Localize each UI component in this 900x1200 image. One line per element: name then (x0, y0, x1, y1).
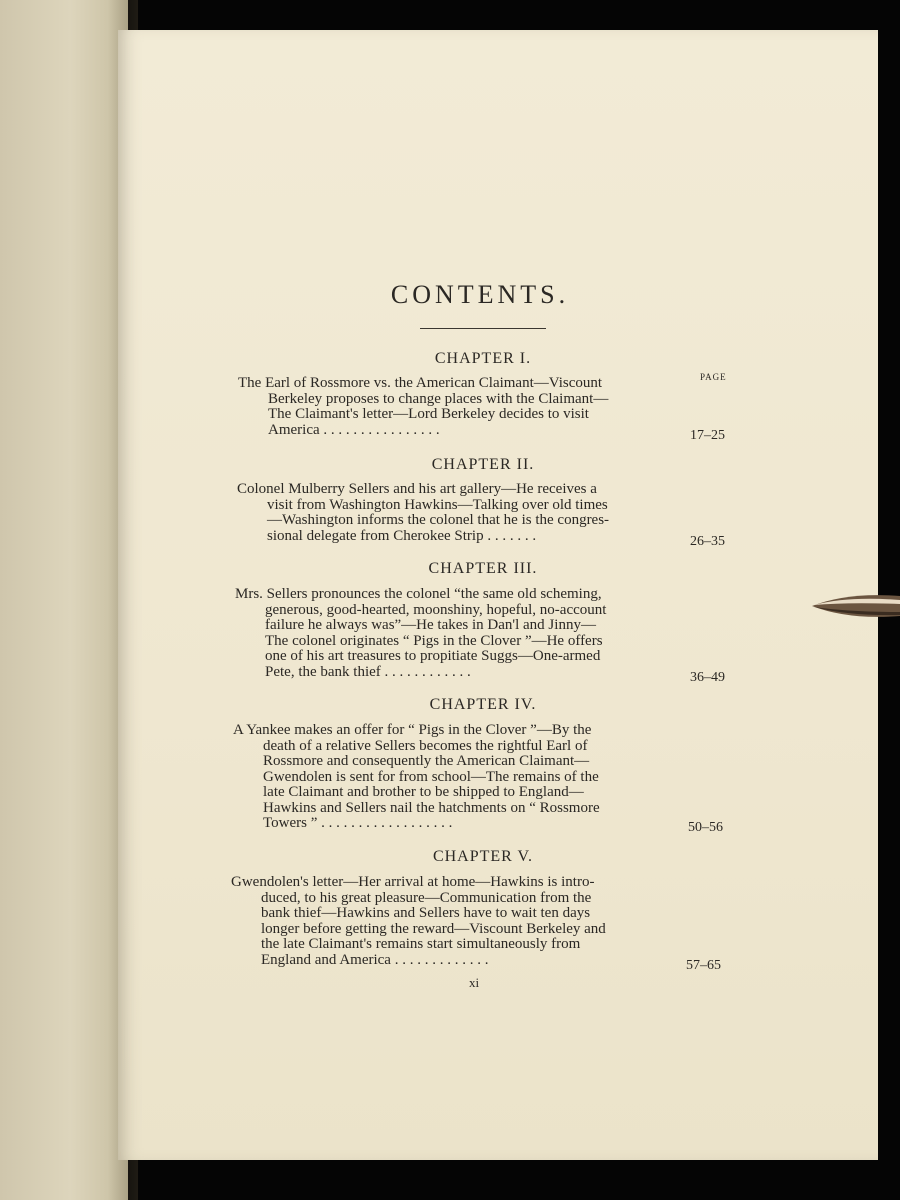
chapter-summary (231, 875, 681, 968)
summary-line: England and America . . . . . . . . . . . . . (261, 951, 489, 968)
summary-line: late Claimant and brother to be shipped to England— (263, 784, 584, 800)
summary-line: America . . . . . . . . . . . . . . . . (268, 421, 440, 438)
summary-line: Gwendolen is sent for from school—The remains of the (263, 768, 599, 785)
page-range: 26–35 (690, 534, 725, 549)
page-folio: xi (469, 975, 480, 990)
summary-line: visit from Washington Hawkins—Talking over old times (267, 496, 608, 513)
summary-line: Pete, the bank thief . . . . . . . . . . . . (265, 663, 471, 680)
chapter-heading: CHAPTER III. (428, 560, 538, 577)
summary-line: generous, good-hearted, moonshiny, hopeful, no-account (265, 601, 607, 618)
summary-line: one of his art treasures to propitiate Suggs—One-armed (265, 648, 601, 664)
summary-line: Mrs. Sellers pronounces the colonel “the same old scheming, (235, 586, 602, 602)
summary-line: Gwendolen's letter—Her arrival at home—Hawkins is intro- (231, 874, 595, 890)
summary-line: duced, to his great pleasure—Communication from the (261, 889, 592, 906)
summary-line: Hawkins and Sellers nail the hatchments on “ Rossmore (263, 799, 600, 816)
page-column-label: PAGE (700, 372, 727, 382)
summary-line: The colonel originates “ Pigs in the Clover ”—He offers (265, 632, 603, 649)
chapter-summary (233, 723, 683, 832)
summary-line: the late Claimant's remains start simultaneously from (261, 936, 581, 952)
chapter-heading: CHAPTER IV. (429, 696, 537, 713)
summary-line: —Washington informs the colonel that he is the congres- (267, 512, 610, 528)
summary-line: The Claimant's letter—Lord Berkeley decides to visit (268, 406, 589, 422)
chapter-summary (238, 376, 688, 438)
page-range: 50–56 (688, 820, 723, 835)
page-range: 17–25 (690, 428, 725, 443)
summary-line: Berkeley proposes to change places with the Claimant— (268, 390, 609, 407)
summary-line: Towers ” . . . . . . . . . . . . . . . . . . (263, 815, 453, 831)
chapter-heading: CHAPTER I. (434, 350, 532, 367)
summary-line: death of a relative Sellers becomes the rightful Earl of (263, 737, 588, 754)
chapter-summary (237, 482, 687, 544)
title-rule (420, 328, 546, 329)
page-range: 57–65 (686, 958, 721, 973)
pointer-clip-icon (808, 582, 900, 628)
summary-line: The Earl of Rossmore vs. the American Claimant—Viscount (238, 375, 603, 391)
chapter-heading: CHAPTER V. (432, 848, 534, 865)
summary-line: longer before getting the reward—Viscount Berkeley and (261, 920, 606, 937)
summary-line: failure he always was”—He takes in Dan'l and Jinny— (265, 617, 596, 633)
summary-line: bank thief—Hawkins and Sellers have to wait ten days (261, 905, 591, 921)
summary-line: Rossmore and consequently the American Claimant— (263, 753, 590, 769)
chapter-summary (235, 587, 685, 680)
summary-line: sional delegate from Cherokee Strip . . . . . . . (267, 527, 537, 544)
page-range: 36–49 (690, 670, 725, 685)
chapter-heading: CHAPTER II. (431, 456, 535, 473)
summary-line: A Yankee makes an offer for “ Pigs in the Clover ”—By the (233, 722, 592, 738)
summary-line: Colonel Mulberry Sellers and his art gallery—He receives a (237, 481, 597, 497)
page-title: CONTENTS. (390, 280, 570, 309)
